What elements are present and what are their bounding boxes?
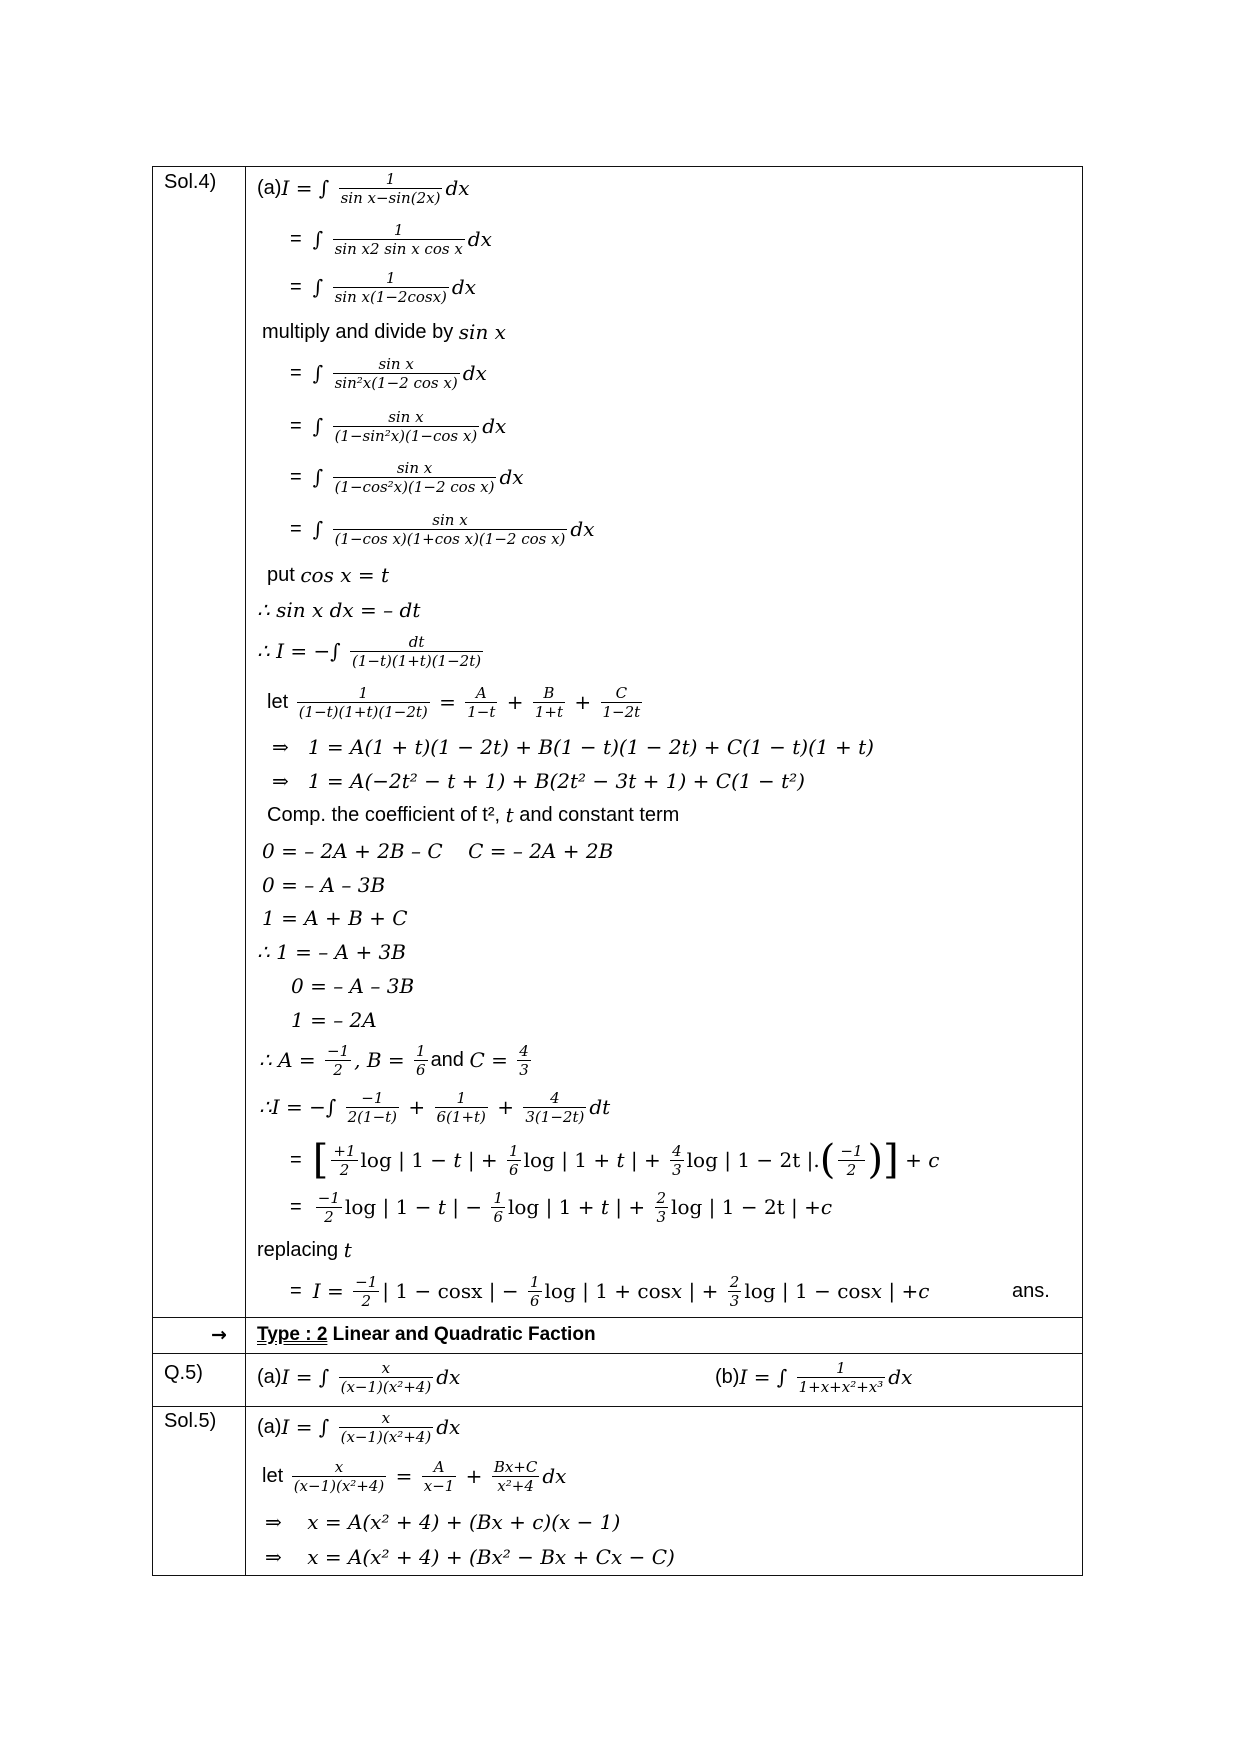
fraction bbox=[655, 1189, 669, 1226]
math-run: t bbox=[600, 1195, 609, 1219]
math-run: t bbox=[505, 803, 514, 827]
math-run: ∫ bbox=[312, 465, 330, 489]
sol4-line-23 bbox=[259, 1077, 610, 1137]
fraction-numerator: 1 bbox=[529, 1272, 540, 1291]
fraction-numerator: x bbox=[381, 1358, 391, 1377]
math-run: I = ∫ bbox=[281, 1415, 336, 1439]
math-run: , B = bbox=[354, 1048, 412, 1072]
text-run: (a) bbox=[257, 1365, 282, 1388]
math-run: x bbox=[670, 1279, 683, 1303]
math-run: dx bbox=[467, 227, 492, 251]
math-run: c bbox=[820, 1195, 833, 1219]
fraction-numerator: −1 bbox=[355, 1272, 378, 1291]
fraction bbox=[670, 1142, 684, 1179]
fraction-numerator: 4 bbox=[672, 1141, 682, 1160]
math-run: dx bbox=[445, 176, 470, 200]
text-run: = bbox=[290, 465, 313, 488]
math-run: I = ∫ bbox=[281, 1365, 336, 1389]
fraction-numerator: sin x bbox=[396, 458, 433, 477]
math-run: I = bbox=[312, 1279, 351, 1303]
fraction-denominator: sin²x(1−2 cos x) bbox=[334, 373, 458, 392]
math-run: cos x = t bbox=[300, 563, 390, 587]
math-run: ∫ bbox=[312, 227, 330, 251]
fraction bbox=[339, 170, 443, 207]
fraction bbox=[797, 1359, 886, 1396]
fraction bbox=[297, 684, 430, 721]
math-run: C = – 2A + 2B bbox=[442, 839, 614, 863]
type-number: Type : 2 bbox=[257, 1324, 328, 1345]
math-run: ⇒ x = A(x² + 4) + (Bx² − Bx + Cx − C) bbox=[265, 1545, 675, 1569]
math-run: 0 = – 2A + 2B – C bbox=[262, 839, 443, 863]
math-run: dx bbox=[462, 361, 487, 385]
column-divider bbox=[245, 166, 246, 1576]
math-run: ∴ sin x dx = – dt bbox=[257, 598, 421, 622]
fraction bbox=[523, 1089, 586, 1126]
fraction-denominator: 2 bbox=[353, 1291, 379, 1310]
fraction-denominator: (x−1)(x²+4) bbox=[293, 1476, 385, 1495]
math-run: = bbox=[432, 690, 463, 714]
fraction bbox=[333, 221, 465, 258]
fraction bbox=[465, 684, 497, 721]
math-run: + bbox=[459, 1464, 489, 1488]
text-run: (b) bbox=[715, 1365, 740, 1388]
fraction-denominator: 3 bbox=[729, 1291, 740, 1310]
fraction bbox=[325, 1042, 351, 1079]
answer-marker bbox=[1012, 1261, 1050, 1321]
math-run: log | 1 + bbox=[507, 1195, 601, 1219]
fraction-numerator: 1 bbox=[393, 220, 404, 239]
fraction-denominator: 6 bbox=[529, 1291, 540, 1310]
fraction-denominator: 2 bbox=[838, 1160, 864, 1179]
math-run: t bbox=[343, 1238, 352, 1262]
math-run: ∴ A = bbox=[259, 1048, 322, 1072]
math-run: 1 = – 2A bbox=[291, 1008, 377, 1032]
math-run: ∴ 1 = – A + 3B bbox=[257, 940, 406, 964]
math-run: 1 = A + B + C bbox=[262, 906, 408, 930]
math-run: + bbox=[500, 690, 530, 714]
fraction bbox=[492, 1458, 540, 1495]
q5-part-b bbox=[715, 1347, 912, 1407]
fraction bbox=[528, 1273, 542, 1310]
math-run: log | 1 − cos bbox=[744, 1279, 871, 1303]
math-run: | 1 − cosx | − bbox=[382, 1279, 525, 1303]
fraction-numerator: 2 bbox=[729, 1272, 740, 1291]
math-run: ∴I = −∫ bbox=[259, 1095, 343, 1119]
math-run: + bbox=[898, 1148, 929, 1172]
text-run: multiply and divide by bbox=[262, 320, 459, 343]
text-run: and bbox=[430, 1048, 470, 1071]
fraction-numerator: 1 bbox=[385, 268, 396, 287]
fraction-denominator: (1−sin²x)(1−cos x) bbox=[334, 426, 478, 445]
fraction bbox=[292, 1458, 387, 1495]
fraction-denominator: 2 bbox=[316, 1207, 342, 1226]
fraction-denominator: 3(1−2t) bbox=[525, 1107, 585, 1126]
fraction-numerator: 1 bbox=[456, 1088, 466, 1107]
row-label-sol4 bbox=[164, 152, 216, 212]
fraction-numerator: −1 bbox=[327, 1041, 350, 1060]
fraction bbox=[333, 511, 568, 548]
text-run: = bbox=[290, 517, 313, 540]
fraction-denominator: 1−2t bbox=[602, 702, 641, 721]
fraction-numerator: −1 bbox=[361, 1088, 384, 1107]
fraction-numerator: sin x bbox=[388, 407, 424, 426]
fraction-numerator: +1 bbox=[333, 1141, 356, 1160]
math-run: ⇒ x = A(x² + 4) + (Bx + c)(x − 1) bbox=[265, 1510, 621, 1534]
fraction bbox=[414, 1042, 428, 1079]
fraction bbox=[333, 408, 480, 445]
math-run: = bbox=[389, 1464, 419, 1488]
fraction-denominator: (x−1)(x²+4) bbox=[340, 1377, 432, 1396]
math-run: x bbox=[870, 1279, 882, 1303]
math-run: | + bbox=[882, 1279, 919, 1303]
fraction-denominator: sin x−sin(2x) bbox=[340, 188, 441, 207]
math-run: | − bbox=[445, 1195, 489, 1219]
text-run: Comp. the coefficient of t², bbox=[267, 803, 506, 826]
math-run: ∫ bbox=[312, 517, 330, 541]
math-run: dx bbox=[482, 414, 507, 438]
math-run: dx bbox=[542, 1464, 567, 1488]
fraction-numerator: 1 bbox=[509, 1141, 519, 1160]
math-run: + bbox=[568, 690, 598, 714]
fraction bbox=[350, 633, 483, 670]
answer-text: ans. bbox=[1012, 1279, 1050, 1302]
fraction-numerator: x bbox=[334, 1457, 344, 1476]
fraction-numerator: −1 bbox=[317, 1188, 340, 1207]
fraction-denominator: x²+4 bbox=[492, 1476, 540, 1495]
fraction-numerator: sin x bbox=[378, 354, 414, 373]
fraction bbox=[491, 1189, 505, 1226]
fraction-numerator: 1 bbox=[385, 169, 396, 188]
text-run: = bbox=[290, 1195, 313, 1218]
fraction-denominator: 3 bbox=[656, 1207, 667, 1226]
fraction-denominator: sin x2 sin x cos x bbox=[334, 239, 463, 258]
math-run: ∫ bbox=[312, 275, 330, 299]
fraction-denominator: 2 bbox=[331, 1160, 357, 1179]
fraction-numerator: sin x bbox=[432, 510, 468, 529]
big-bracket: ) bbox=[867, 1137, 884, 1183]
fraction-numerator: A bbox=[475, 683, 487, 702]
big-bracket: ( bbox=[819, 1137, 836, 1183]
math-run: log | 1 + cos bbox=[544, 1279, 671, 1303]
fraction-denominator: 1+x+x²+x³ bbox=[798, 1377, 884, 1396]
math-run: | + bbox=[461, 1148, 505, 1172]
math-run: dx bbox=[436, 1415, 461, 1439]
fraction-denominator: x−1 bbox=[423, 1476, 455, 1495]
fraction-numerator: dt bbox=[408, 632, 425, 651]
math-run: t bbox=[437, 1195, 446, 1219]
text-run: let bbox=[262, 1464, 289, 1487]
fraction-numerator: A bbox=[433, 1457, 445, 1476]
math-run: | + bbox=[682, 1279, 725, 1303]
fraction-numerator: −1 bbox=[840, 1141, 863, 1160]
math-run: sin x bbox=[458, 320, 506, 344]
fraction-denominator: (1−t)(1+t)(1−2t) bbox=[298, 702, 428, 721]
math-run: 0 = – A – 3B bbox=[262, 873, 386, 897]
text-run: = bbox=[290, 414, 313, 437]
fraction bbox=[422, 1458, 457, 1495]
math-run: dt bbox=[589, 1095, 611, 1119]
big-bracket: ] bbox=[883, 1137, 899, 1183]
math-run: c bbox=[928, 1148, 940, 1172]
fraction-denominator: 3 bbox=[672, 1160, 682, 1179]
text-run: = bbox=[290, 1279, 313, 1302]
math-run: I = ∫ bbox=[739, 1365, 794, 1389]
sol4-line-7 bbox=[290, 447, 524, 507]
fraction-denominator: sin x(1−2cosx) bbox=[334, 287, 447, 306]
text-run: = bbox=[290, 361, 313, 384]
fraction-denominator: (1−cos x)(1+cos x)(1−2 cos x) bbox=[334, 529, 566, 548]
sol5-line-4 bbox=[265, 1527, 675, 1587]
math-run: log | 1 − 2t | + bbox=[671, 1195, 821, 1219]
fraction bbox=[435, 1089, 488, 1126]
math-run: + bbox=[490, 1095, 521, 1119]
text-run: (a) bbox=[257, 1415, 282, 1438]
text-run: (a) bbox=[257, 176, 282, 199]
fraction bbox=[346, 1089, 399, 1126]
fraction bbox=[353, 1273, 379, 1310]
fraction bbox=[331, 1142, 357, 1179]
text-run: = bbox=[290, 227, 313, 250]
math-run: ⇒ 1 = A(1 + t)(1 − 2t) + B(1 − t)(1 − 2t) + C(1 − t)(1 + t) bbox=[272, 735, 874, 759]
fraction bbox=[333, 459, 497, 496]
fraction bbox=[601, 684, 643, 721]
text-run: replacing bbox=[257, 1238, 344, 1261]
fraction-numerator: 1 bbox=[493, 1188, 503, 1207]
fraction bbox=[333, 269, 449, 306]
math-run: | + bbox=[608, 1195, 652, 1219]
math-run: dx bbox=[570, 517, 595, 541]
fraction bbox=[507, 1142, 521, 1179]
fraction bbox=[339, 1359, 434, 1396]
text-run: = bbox=[290, 275, 313, 298]
fraction bbox=[838, 1142, 864, 1179]
fraction-numerator: 1 bbox=[836, 1358, 846, 1377]
fraction-denominator: 6(1+t) bbox=[436, 1107, 486, 1126]
fraction-denominator: 1−t bbox=[467, 702, 496, 721]
math-run: dx bbox=[451, 275, 477, 299]
type-title: Linear and Quadratic Faction bbox=[327, 1324, 596, 1345]
math-run: 0 = – A – 3B bbox=[291, 974, 415, 998]
math-run: + bbox=[402, 1095, 432, 1119]
math-run: ⇒ 1 = A(−2t² − t + 1) + B(2t² − 3t + 1) + C(1 − t²) bbox=[272, 769, 805, 793]
math-run: ∫ bbox=[312, 414, 330, 438]
math-run: log | 1 − bbox=[360, 1148, 454, 1172]
text-run: put bbox=[267, 563, 301, 586]
fraction-numerator: 4 bbox=[519, 1041, 529, 1060]
row-label-sol5 bbox=[164, 1391, 216, 1451]
math-run: dx bbox=[499, 465, 524, 489]
math-run: c bbox=[918, 1279, 930, 1303]
fraction bbox=[517, 1042, 531, 1079]
sol4-line-25 bbox=[290, 1177, 832, 1237]
math-run: | + bbox=[624, 1148, 668, 1172]
row-label-text: Q.5) bbox=[164, 1361, 203, 1384]
math-run: t bbox=[453, 1148, 462, 1172]
math-run: I = ∫ bbox=[281, 176, 336, 200]
fraction-numerator: 1 bbox=[416, 1041, 426, 1060]
fraction-numerator: B bbox=[543, 683, 555, 702]
math-run: dx bbox=[436, 1365, 461, 1389]
fraction-denominator: 2 bbox=[325, 1060, 351, 1079]
fraction-denominator: 1+t bbox=[534, 702, 564, 721]
fraction-denominator: (1−t)(1+t)(1−2t) bbox=[352, 651, 482, 670]
fraction-denominator: 3 bbox=[519, 1060, 529, 1079]
math-run: ∫ bbox=[312, 361, 330, 385]
fraction bbox=[728, 1273, 742, 1310]
text-run: = bbox=[290, 1148, 313, 1171]
math-run: log | 1 + bbox=[523, 1148, 617, 1172]
fraction bbox=[333, 355, 460, 392]
fraction-numerator: 1 bbox=[358, 683, 368, 702]
text-run: let bbox=[267, 690, 294, 713]
math-run: t bbox=[616, 1148, 625, 1172]
fraction bbox=[533, 684, 565, 721]
fraction-numerator: Bx+C bbox=[493, 1457, 538, 1476]
math-run: ∴ I = −∫ bbox=[257, 639, 347, 663]
row-label-text: Sol.4) bbox=[164, 170, 217, 193]
fraction-numerator: x bbox=[381, 1408, 391, 1427]
fraction-denominator: 6 bbox=[509, 1160, 519, 1179]
type-arrow bbox=[211, 1305, 227, 1365]
fraction-denominator: 2(1−t) bbox=[347, 1107, 398, 1126]
fraction-denominator: (1−cos²x)(1−2 cos x) bbox=[334, 477, 495, 496]
fraction-denominator: 6 bbox=[416, 1060, 426, 1079]
big-bracket: [ bbox=[312, 1137, 329, 1183]
fraction-numerator: C bbox=[615, 683, 628, 702]
math-run: log | 1 − bbox=[344, 1195, 438, 1219]
math-run: C = bbox=[469, 1048, 515, 1072]
math-run: dx bbox=[888, 1365, 913, 1389]
row-label-text: Sol.5) bbox=[164, 1409, 217, 1432]
arrow-right-icon: → bbox=[211, 1324, 227, 1346]
fraction-numerator: 4 bbox=[550, 1088, 560, 1107]
fraction-denominator: (x−1)(x²+4) bbox=[340, 1427, 432, 1446]
fraction bbox=[339, 1409, 434, 1446]
sol4-line-5 bbox=[290, 343, 487, 403]
math-run: log | 1 − 2t |. bbox=[686, 1148, 820, 1172]
fraction-denominator: 6 bbox=[493, 1207, 503, 1226]
text-run: and constant term bbox=[513, 803, 680, 826]
fraction-numerator: 2 bbox=[656, 1188, 667, 1207]
